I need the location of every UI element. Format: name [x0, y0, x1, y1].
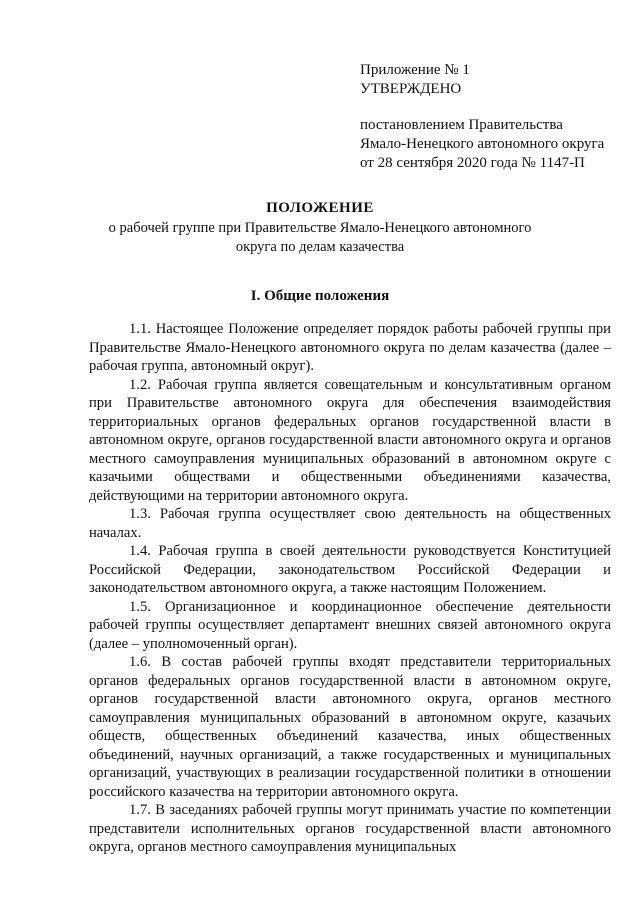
paragraph-1-4: 1.4. Рабочая группа в своей деятельности руководствуется Конституцией Российской Федерации, законодательством Российской Федерации и законодательством автономного округа, а также настоящим Положением.: [89, 543, 611, 596]
paragraph-1-3: 1.3. Рабочая группа осуществляет свою деятельность на общественных началах.: [89, 506, 611, 541]
paragraph-1-6: 1.6. В состав рабочей группы входят представители территориальных органов федеральных органов государственной власти в автономном округе, органов государственной власти автономного округа, органов местного самоуправления муниципальных образований в автономном округе, казачьих обществ, общественных объединений казачества, иных общественных объединений, научных организаций, а также государственных и муниципальных организаций, участвующих в реализации государственной политики в отношении российского казачества на территории автономного округа.: [89, 654, 611, 800]
section-heading: I. Общие положения: [250, 288, 390, 304]
decree-line-1: постановлением Правительства: [360, 117, 563, 133]
section-body: [89, 320, 611, 857]
approval-stamp: [360, 61, 620, 173]
paragraph-1-7: 1.7. В заседаниях рабочей группы могут принимать участие по компетенции представители исполнительных органов государственной власти автономного округа, органов местного самоуправления муниципальных: [89, 802, 611, 855]
paragraph-1-2: 1.2. Рабочая группа является совещательным и консультативным органом при Правительстве автономного округа для обеспечения взаимодействия территориальных органов федеральных органов государственной власти в автономном округе, органов государственной власти автономного округа и органов местного самоуправления муниципальных образований в автономном округе с казачьими обществами и общественными объединениями казачества, действующими на территории автономного округа.: [89, 376, 611, 504]
document-subtitle: о рабочей группе при Правительстве Ямало-Ненецкого автономного округа по делам казачества: [108, 220, 532, 255]
paragraph-1-5: 1.5. Организационное и координационное обеспечение деятельности рабочей группы осуществляет департамент внешних связей автономного округа (далее – уполномоченный орган).: [89, 598, 611, 652]
decree-line-3: от 28 сентября 2020 года № 1147-П: [360, 155, 585, 171]
approved-label: УТВЕРЖДЕНО: [360, 81, 462, 97]
decree-line-2: Ямало-Ненецкого автономного округа: [360, 136, 605, 152]
document-title: ПОЛОЖЕНИЕ: [266, 200, 374, 216]
paragraph-1-1: 1.1. Настоящее Положение определяет порядок работы рабочей группы при Правительстве Ямало-Ненецкого автономного округа по делам казачества (далее – рабочая группа, автономный округ).: [89, 321, 611, 374]
appendix-number: Приложение № 1: [360, 62, 470, 78]
